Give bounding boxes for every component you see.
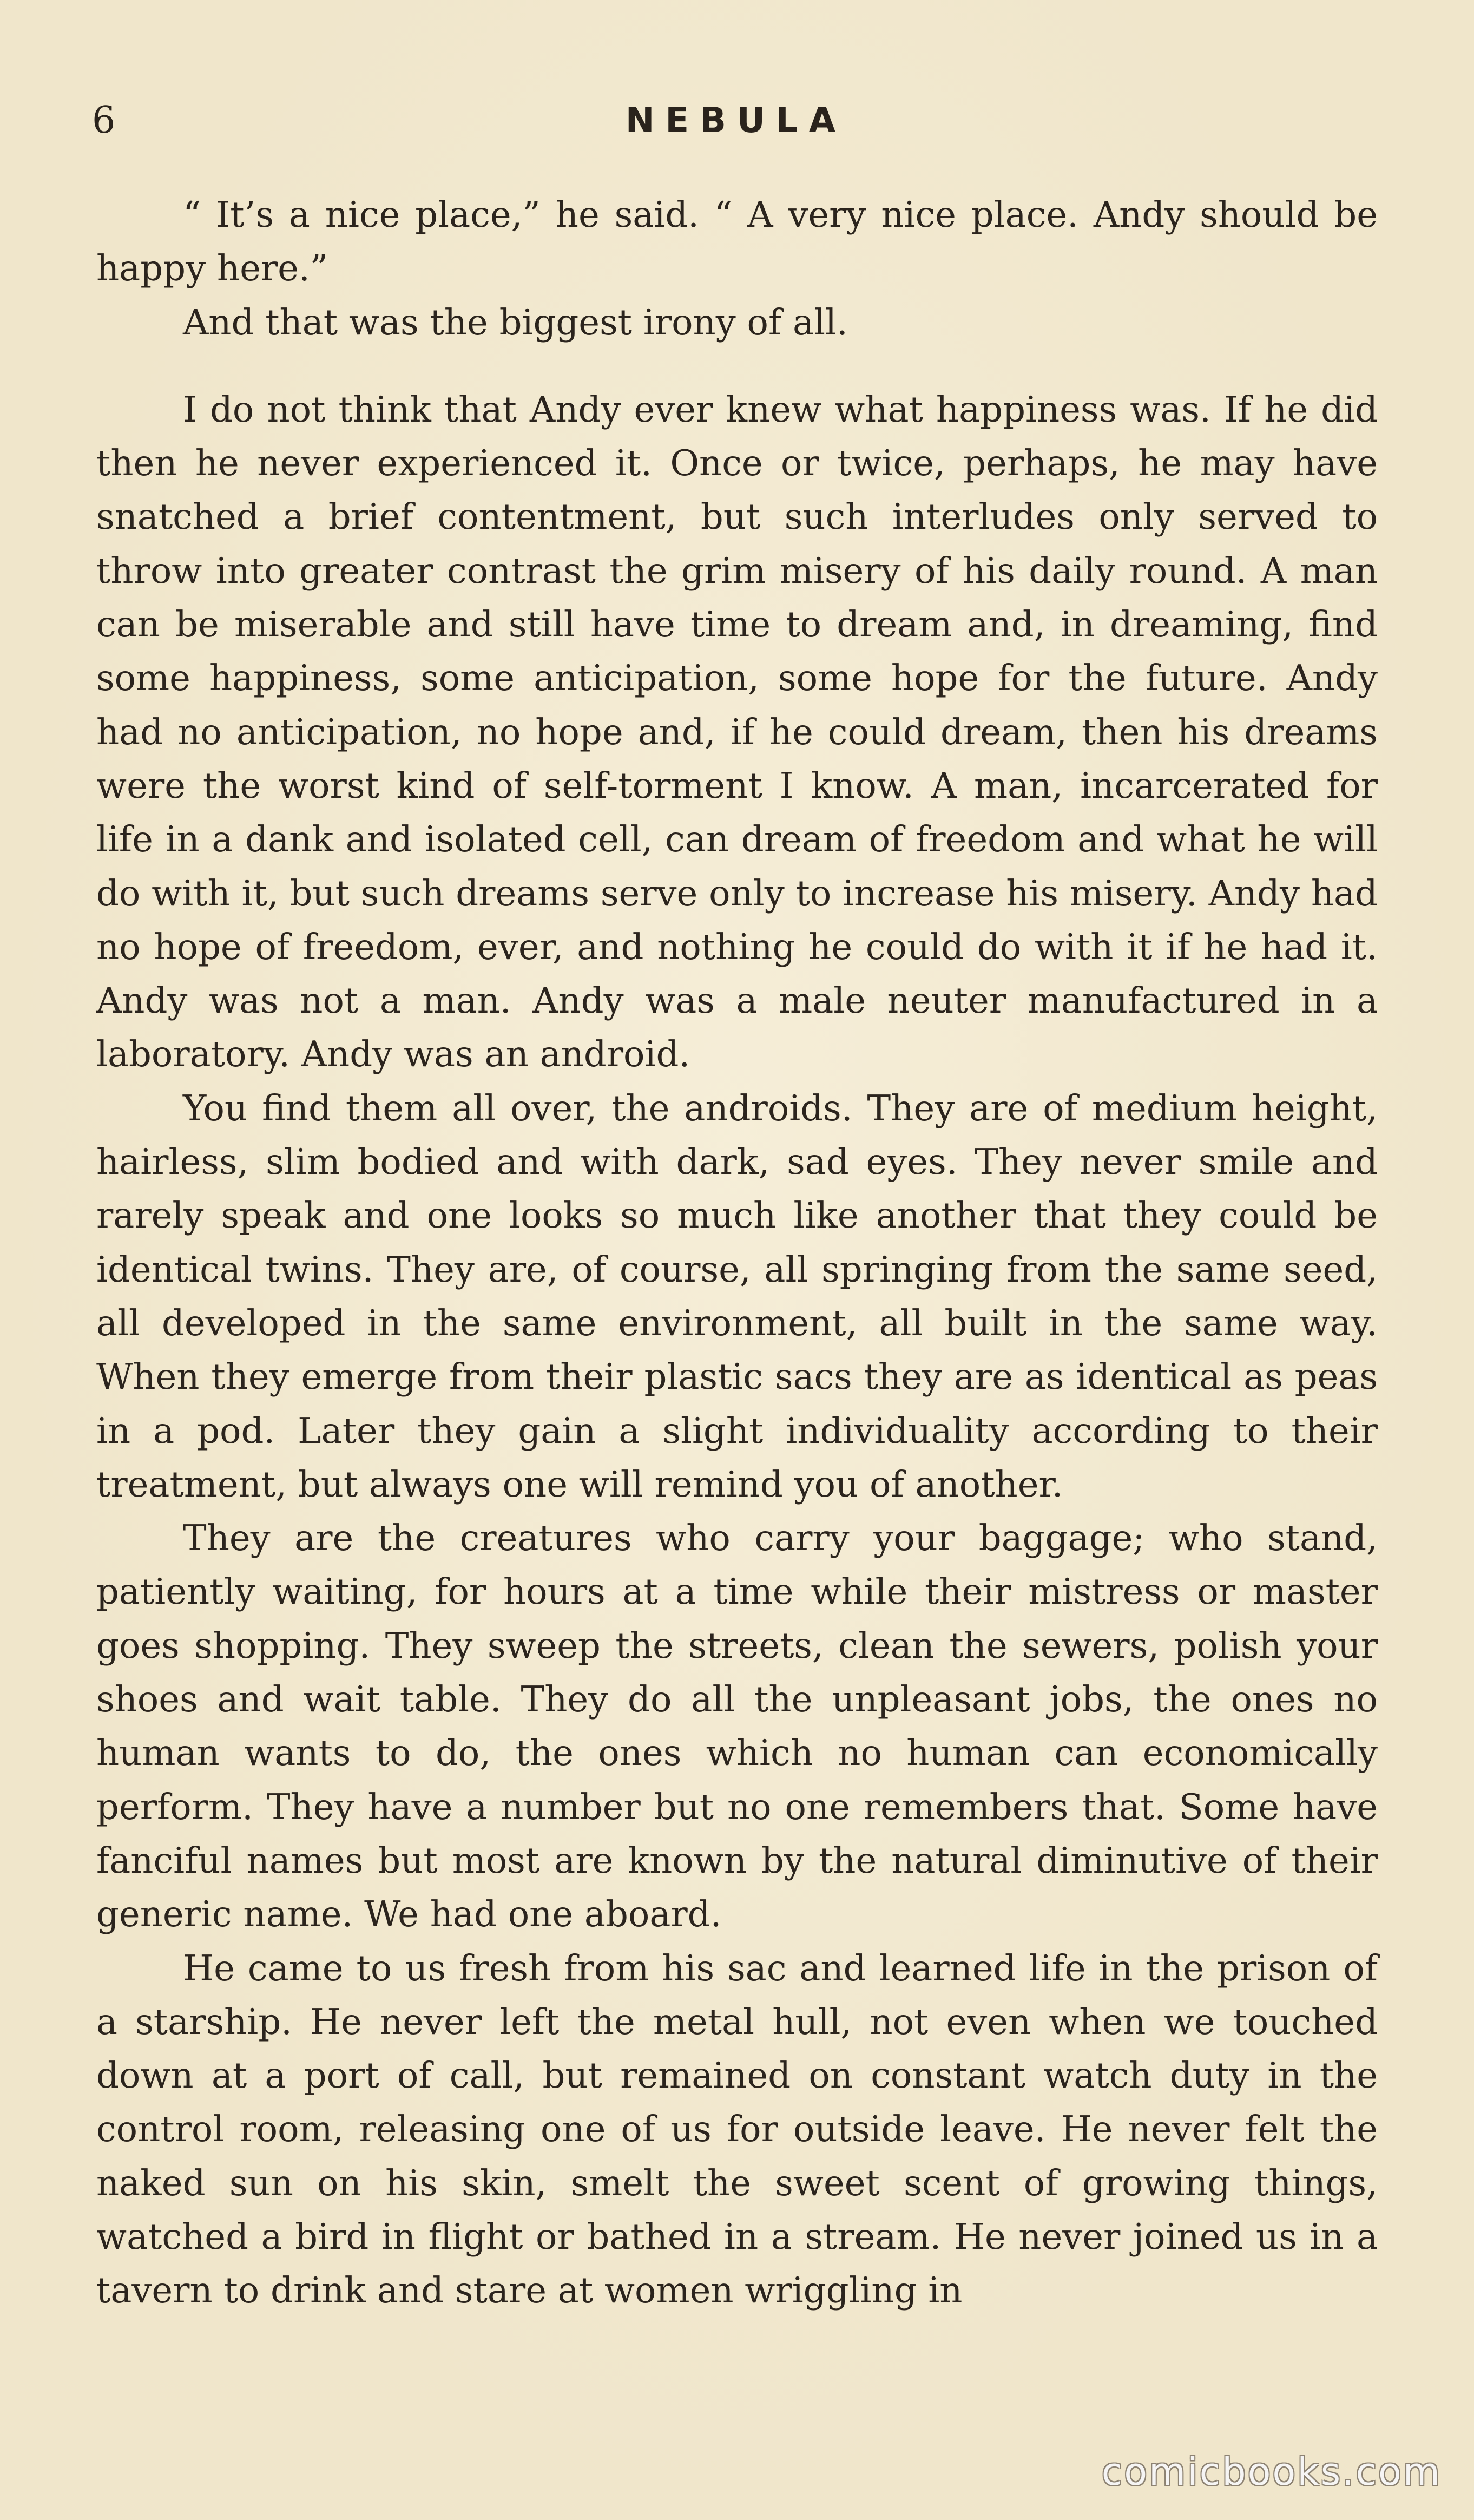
paragraph-androids-jobs: They are the creatures who carry your baggage; who stand, patiently waiting, for hours at a time while their mistress or master goes shopping. They sweep the streets, clean the sewers, polish your shoes and wait table. They do all the unpleasant jobs, the ones no human wants to do, the ones which no human can economically perform. They have a number but no one remembers that. Some have fanciful names but most are known by the natural diminutive of their generic name. We had one aboard. [96,1518,1378,1935]
paragraph-dialogue: “ It’s a nice place,” he said. “ A very nice place. Andy should be happy here.” [96,194,1378,290]
running-head-title: NEBULA [625,101,847,141]
paragraph-happiness: I do not think that Andy ever knew what happiness was. If he did then he never experienced it. Once or twice, perhaps, he may have snatched a brief contentment, but such interludes only served to throw into greater contrast the grim misery of his daily round. A man can be miserable and still have time to dream and, in dreaming, find some happiness, some anticipation, some hope for the future. Andy had no anticipation, no hope and, if he could dream, then his dreams were the worst kind of self-torment I know. A man, incarcerated for life in a dank and isolated cell, can dream of freedom and what he will do with it, but such dreams serve only to increase his misery. Andy had no hope of freedom, ever, and nothing he could do with it if he had it. Andy was not a man. Andy was a male neuter manufactured in a laboratory. Andy was an android. [96,389,1378,1075]
page-number: 6 [92,99,116,142]
paragraph-androids-description: You find them all over, the androids. They are of medium height, hairless, slim bodied and with dark, sad eyes. They never smile and rarely speak and one looks so much like another that they could be identical twins. They are, of course, all springing from the same seed, all developed in the same environment, all built in the same way. When they emerge from their plastic sacs they are as identical as peas in a pod. Later they gain a slight individuality according to their treatment, but always one will remind you of another. [96,1087,1378,1505]
paragraph-starship: He came to us fresh from his sac and learned life in the prison of a starship. He never left the metal hull, not even when we touched down at a port of call, but remained on constant watch duty in the control room, releasing one of us for outside leave. He never felt the naked sun on his skin, smelt the sweet scent of growing things, watched a bird in flight or bathed in a stream. He never joined us in a tavern to drink and stare at women wriggling in [96,1947,1378,2312]
page-header [92,91,1380,150]
watermark-text: comicbooks.com [1101,2450,1442,2494]
paragraph-irony: And that was the biggest irony of all. [183,301,848,343]
body-text [96,188,1378,2318]
